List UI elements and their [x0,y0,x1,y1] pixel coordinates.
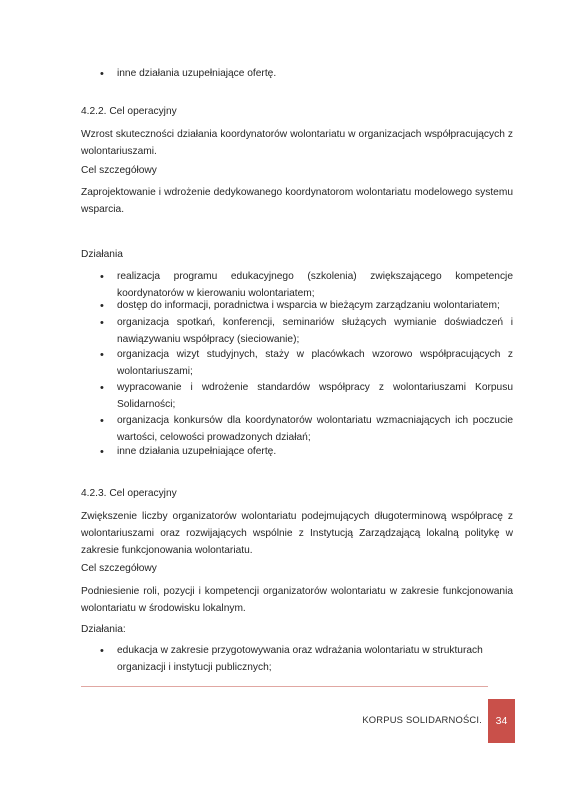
bullet-dot-icon: • [100,415,104,427]
list-item: • inne działania uzupełniające ofertę. [100,66,513,83]
list-item: • wypracowanie i wdrożenie standardów współpracy z wolontariuszami Korpusu Solidarności; [100,382,513,410]
bullet-dot-icon: • [100,446,104,458]
footer-rule [81,686,488,687]
bullet-dot-icon: • [100,317,104,329]
list-item: • edukacja w zakresie przygotowywania oraz wdrażania wolontariatu w strukturach organizacji i instytucji publicznych; [100,645,483,673]
dzialania-label: Działania: [81,624,126,635]
cel-szczegolowy-label: Cel szczegółowy [81,563,157,574]
bullet-dot-icon: • [100,382,104,394]
dzialania-label: Działania [81,249,123,260]
list-item: • organizacja spotkań, konferencji, seminariów służących wymianie doświadczeń i nawiązywaniu współpracy (sieciowanie); [100,317,513,345]
bullet-dot-icon: • [100,645,104,657]
list-item: • dostęp do informacji, poradnictwa i wsparcia w bieżącym zarządzaniu wolontariatem; [100,298,513,315]
list-item: • realizacja programu edukacyjnego (szkolenia) zwiększającego kompetencje koordynatorów w kierowaniu wolontariatem; [100,271,513,299]
list-item: • organizacja wizyt studyjnych, staży w placówkach wzorowo współpracujących z wolontariuszami; [100,349,513,377]
bullet-dot-icon: • [100,349,104,361]
document-page [81,0,513,800]
footer-brand-label: KORPUS SOLIDARNOŚCI. [362,714,482,725]
page-number-badge [488,699,515,743]
list-item: • organizacja konkursów dla koordynatorów wolontariatu wzmacniających ich poczucie wartości, celowości prowadzonych działań; [100,415,513,443]
cel-szczegolowy-body: Podniesienie roli, pozycji i kompetencji organizatorów wolontariatu w zakresie funkcjonowania wolontariatu w środowisku lokalnym. [81,586,513,614]
section-422-body: Wzrost skuteczności działania koordynatorów wolontariatu w organizacjach współpracujących z wolontariuszami. [81,129,513,157]
bullet-dot-icon: • [100,271,104,283]
list-item: • inne działania uzupełniające ofertę. [100,444,513,461]
bullet-dot-icon: • [100,300,104,312]
section-423-body: Zwiększenie liczby organizatorów wolontariatu podejmujących długoterminową współpracę z wolontariuszami oraz rozwijających wspólnie z Instytucją Zarządzającą lokalną politykę w zakresie funkcjonowania wolontariatu. [81,511,513,556]
page-number: 34 [495,714,508,727]
section-heading-422: 4.2.2. Cel operacyjny [81,106,177,117]
cel-szczegolowy-label: Cel szczegółowy [81,165,157,176]
cel-szczegolowy-body: Zaprojektowanie i wdrożenie dedykowanego koordynatorom wolontariatu modelowego systemu wsparcia. [81,187,513,215]
bullet-dot-icon: • [100,68,104,80]
section-heading-423: 4.2.3. Cel operacyjny [81,488,177,499]
